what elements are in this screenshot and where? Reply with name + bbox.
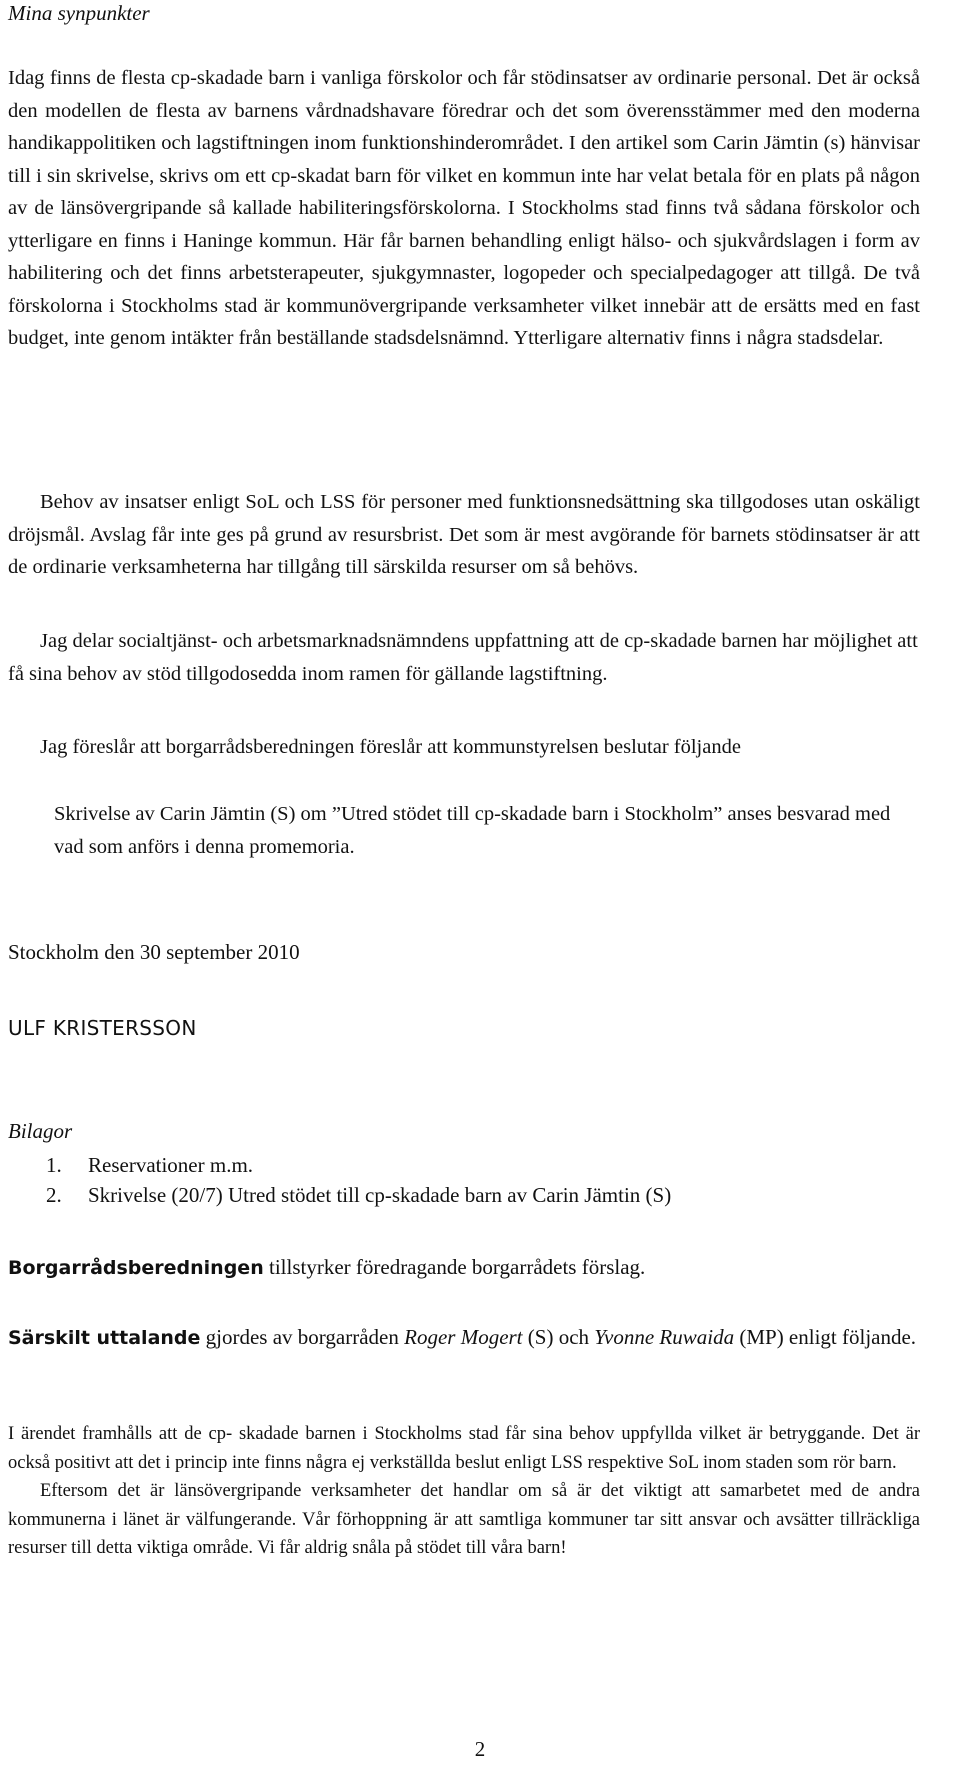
attachment-number: 2. (46, 1183, 62, 1207)
paragraph-uppfattning: Jag delar socialtjänst- och arbetsmarknadsnämndens uppfattning att de cp-skadade barnen har möjlighet att få sina behov av stöd tillgodosedda inom ramen för gällande lagstiftning. (8, 630, 918, 685)
councillor-name: Roger Mogert (404, 1325, 523, 1349)
paragraph-synpunkter: Idag finns de flesta cp-skadade barn i vanliga förskolor och får stödinsatser av ordinarie personal. Det är också den modellen de flesta av barnens vårdnadshavare föredrar och det som överensstämmer med den moderna handikappolitiken och lagstiftningen inom funktionshinderområdet. I den artikel som Carin Jämtin (s) hänvisar till i sin skrivelse, skrivs om ett cp-skadat barn för vilket en kommun inte har velat betala för en plats på någon av de länsövergripande så kallade habiliteringsförskolorna. I Stockholms stad finns två sådana förskolor och ytterligare en finns i Haninge kommun. Här får barnen behandling enligt hälso- och sjukvårdslagen i form av habilitering och det finns arbetsterapeuter, sjukgymnaster, logopeder och specialpedagoger att tillgå. De två förskolorna i Stockholms stad är kommunövergripande verksamheter vilket innebär att de ersätts med en fast budget, inte genom intäkter från beställande stadsdelsnämnd. Ytterligare alternativ finns i några stadsdelar. (8, 67, 920, 349)
statement-paragraph: I ärendet framhålls att de cp- skadade barnen i Stockholms stad får sina behov uppfyllda vilket är betryggande. Det är också positivt att det i princip inte finns några ej verkställda beslut enligt LSS respektive SoL inom staden som rör barn. (8, 1424, 920, 1473)
paragraph-behov: Behov av insatser enligt SoL och LSS för personer med funktionsnedsättning ska tillgodoses utan oskäligt dröjsmål. Avslag får inte ges på grund av resursbrist. Det som är mest avgörande för barnets stödinsatser är att de ordinarie verksamheterna har tillgång till särskilda resurser om så behövs. (8, 491, 920, 578)
statement-paragraph: Eftersom det är länsövergripande verksamheter det handlar om så är det viktigt att samarbetet med de andra kommunerna i länet är välfungerande. Vår förhoppning är att samtliga kommuner tar sitt ansvar och avsätter tillräckliga resurser till detta viktiga område. Vi får aldrig snåla på stödet till våra barn! (8, 1481, 920, 1559)
attachment-item (46, 1150, 671, 1180)
attachment-number: 1. (46, 1153, 62, 1177)
councillor-name: Yvonne Ruwaida (594, 1325, 735, 1349)
recommendation-bold: Borgarrådsberedningen (8, 1257, 264, 1279)
statement-intro-text: (S) och (522, 1325, 595, 1349)
statement-body (8, 1420, 920, 1563)
attachments-list (46, 1150, 671, 1210)
recommendation-text: tillstyrker föredragande borgarrådets förslag. (263, 1255, 646, 1279)
signer-name: ULF KRISTERSSON (8, 1016, 197, 1040)
date-line: Stockholm den 30 september 2010 (8, 940, 300, 964)
section-heading: Mina synpunkter (8, 1, 150, 25)
statement-intro-text: gjordes av borgarråden (200, 1325, 405, 1349)
attachments-title: Bilagor (8, 1119, 73, 1143)
attachment-text: Skrivelse (20/7) Utred stödet till cp-skadade barn av Carin Jämtin (S) (88, 1183, 672, 1207)
page-number: 2 (474, 1737, 486, 1761)
statement-bold: Särskilt uttalande (8, 1327, 201, 1349)
attachment-text: Reservationer m.m. (88, 1153, 254, 1177)
statement-intro (8, 1320, 920, 1355)
statement-intro-text: (MP) enligt följande. (734, 1325, 917, 1349)
attachment-item (46, 1180, 671, 1210)
paragraph-forslag: Jag föreslår att borgarrådsberedningen föreslår att kommunstyrelsen beslutar följande (40, 736, 741, 758)
recommendation-line (8, 1254, 920, 1281)
decision-quote: Skrivelse av Carin Jämtin (S) om ”Utred stödet till cp-skadade barn i Stockholm” anses besvarad med vad som anförs i denna promemoria. (54, 803, 891, 858)
